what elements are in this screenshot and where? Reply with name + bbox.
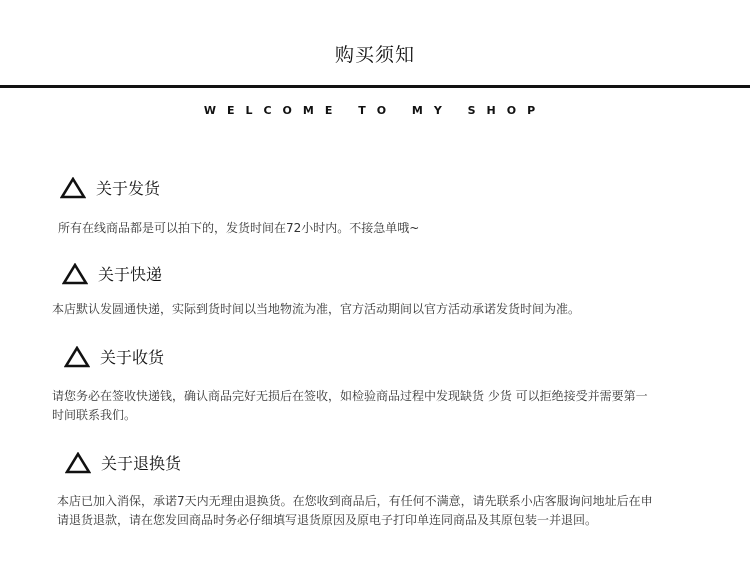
section-heading-text: 关于收货 [100,348,165,367]
section-heading-text: 关于快递 [98,265,163,284]
section-heading-text: 关于退换货 [101,454,182,473]
section-returns-body: 本店已加入消保，承诺7天内无理由退换货。在您收到商品后，有任何不满意，请先联系小店客服询问地址后在申请退货退款，请在您发回商品时务必仔细填写退货原因及原电子打印单连同商品及其原包装一并退回。 [57,494,653,527]
triangle-icon [65,452,91,474]
section-shipping-body: 所有在线商品都是可以拍下的，发货时间在72小时内。不接急单哦~ [58,221,420,235]
triangle-icon [60,177,86,199]
section-courier-body: 本店默认发圆通快递，实际到货时间以当地物流为准，官方活动期间以官方活动承诺发货时间为准。 [52,302,581,316]
welcome-banner: WELCOME TO MY SHOP [203,104,547,117]
page-title: 购买须知 [334,44,415,66]
section-returns-heading [65,451,181,474]
triangle-icon [64,346,90,368]
section-receiving-body: 请您务必在签收快递钱，确认商品完好无损后在签收，如检验商品过程中发现缺货 少货 可以拒绝接受并需要第一时间联系我们。 [52,389,648,422]
section-shipping-heading [60,176,160,199]
divider [0,85,750,88]
triangle-icon [62,263,88,285]
section-courier-heading [62,262,162,285]
section-heading-text: 关于发货 [96,179,161,198]
section-receiving-heading [64,345,164,368]
